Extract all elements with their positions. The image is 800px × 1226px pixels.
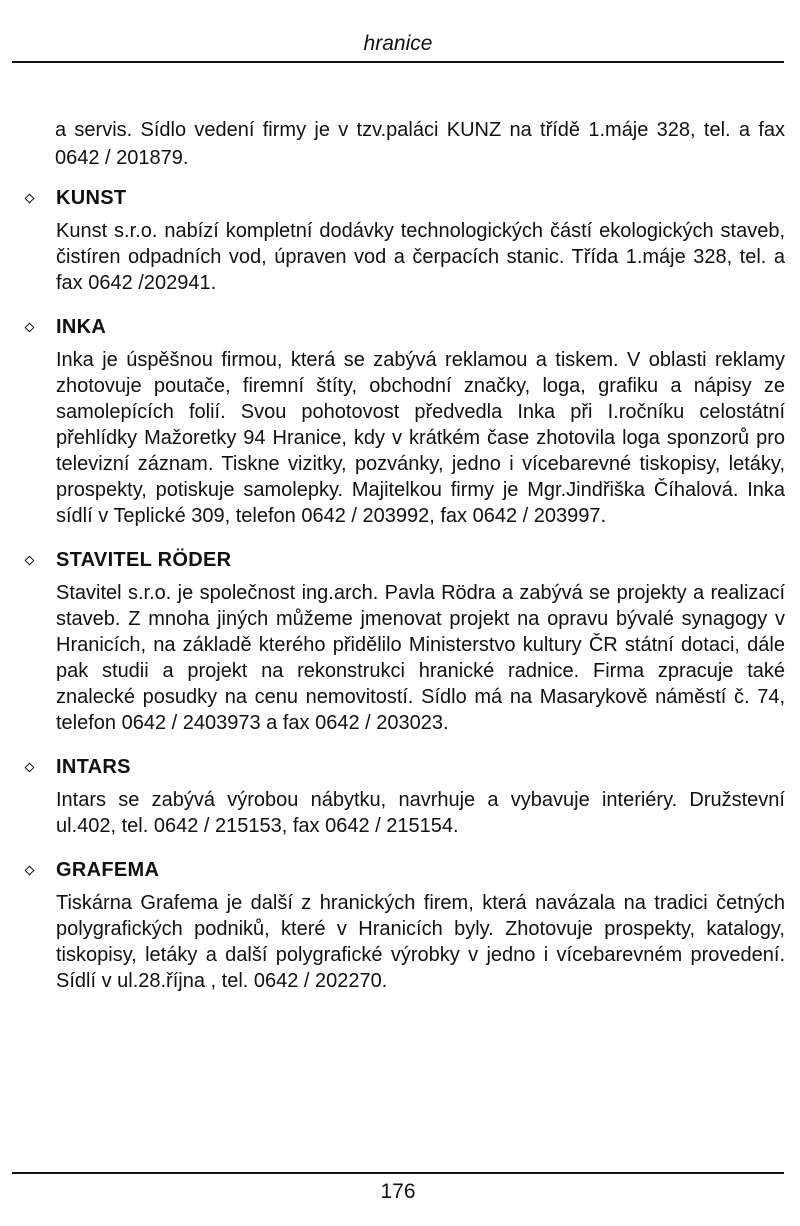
page-number: 176 — [380, 1180, 416, 1203]
company-entry-inka — [0, 313, 800, 529]
intro-paragraph: a servis. Sídlo vedení firmy je v tzv.paláci KUNZ na třídě 1.máje 328, tel. a fax 0642 / 201879. — [55, 119, 785, 169]
company-title: STAVITEL RÖDER — [56, 549, 232, 571]
company-description: Intars se zabývá výrobou nábytku, navrhuje a vybavuje interiéry. Družstevní ul.402, tel. 0642 / 215153, fax 0642 / 215154. — [56, 789, 785, 837]
footer-rule — [12, 1172, 784, 1174]
company-title: INKA — [56, 316, 107, 338]
company-entry-intars — [0, 753, 800, 839]
company-entry-stavitel-roder — [0, 546, 800, 736]
diamond-bullet-icon — [25, 323, 35, 333]
company-entry-grafema — [0, 856, 800, 994]
company-title: INTARS — [56, 756, 131, 778]
company-description: Tiskárna Grafema je další z hranických firem, která navázala na tradici četných polygrafických podniků, které v Hranicích byly. Zhotovuje prospekty, katalogy, tiskopisy, letáky a další polygrafické výrobky v jedno i vícebarevném provedení. Sídlí v ul.28.října , tel. 0642 / 202270. — [56, 892, 785, 992]
company-entry-kunst — [0, 184, 800, 296]
company-description: Inka je úspěšnou firmou, která se zabývá reklamou a tiskem. V oblasti reklamy zhotovuje poutače, firemní štíty, obchodní značky, loga, grafiku a nápisy ze samolepících folií. Svou pohotovost předvedla Inka při I.ročníku celostátní přehlídky Mažoretky 94 Hranice, kdy v krátkém čase zhotovila loga sponzorů pro televizní záznam. Tiskne vizitky, pozvánky, jedno i vícebarevné tiskopisy, letáky, prospekty, potiskuje samolepky. Majitelkou firmy je Mgr.Jindřiška Číhalová. Inka sídlí v Teplické 309, telefon 0642 / 203992, fax 0642 / 203997. — [56, 349, 785, 527]
diamond-bullet-icon — [25, 556, 35, 566]
header-rule — [12, 61, 784, 63]
running-header: hranice — [363, 32, 433, 55]
diamond-bullet-icon — [25, 763, 35, 773]
company-title: GRAFEMA — [56, 859, 160, 881]
diamond-bullet-icon — [25, 194, 35, 204]
company-list — [0, 184, 800, 1011]
diamond-bullet-icon — [25, 866, 35, 876]
company-description: Kunst s.r.o. nabízí kompletní dodávky technologických částí ekologických staveb, čistíren odpadních vod, úpraven vod a čerpacích stanic. Třída 1.máje 328, tel. a fax 0642 /202941. — [56, 220, 785, 294]
company-description: Stavitel s.r.o. je společnost ing.arch. Pavla Rödra a zabývá se projekty a realizací staveb. Z mnoha jiných můžeme jmenovat projekt na opravu bývalé synagogy v Hranicích, na základě kterého přidělilo Ministerstvo kultury ČR státní dotaci, dále pak studii a projekt na rekonstrukci hranické radnice. Firma zpracuje také znalecké posudky na cenu nemovitostí. Sídlo má na Masarykově náměstí č. 74, telefon 0642 / 2403973 a fax 0642 / 203023. — [56, 582, 785, 734]
company-title: KUNST — [56, 187, 127, 209]
